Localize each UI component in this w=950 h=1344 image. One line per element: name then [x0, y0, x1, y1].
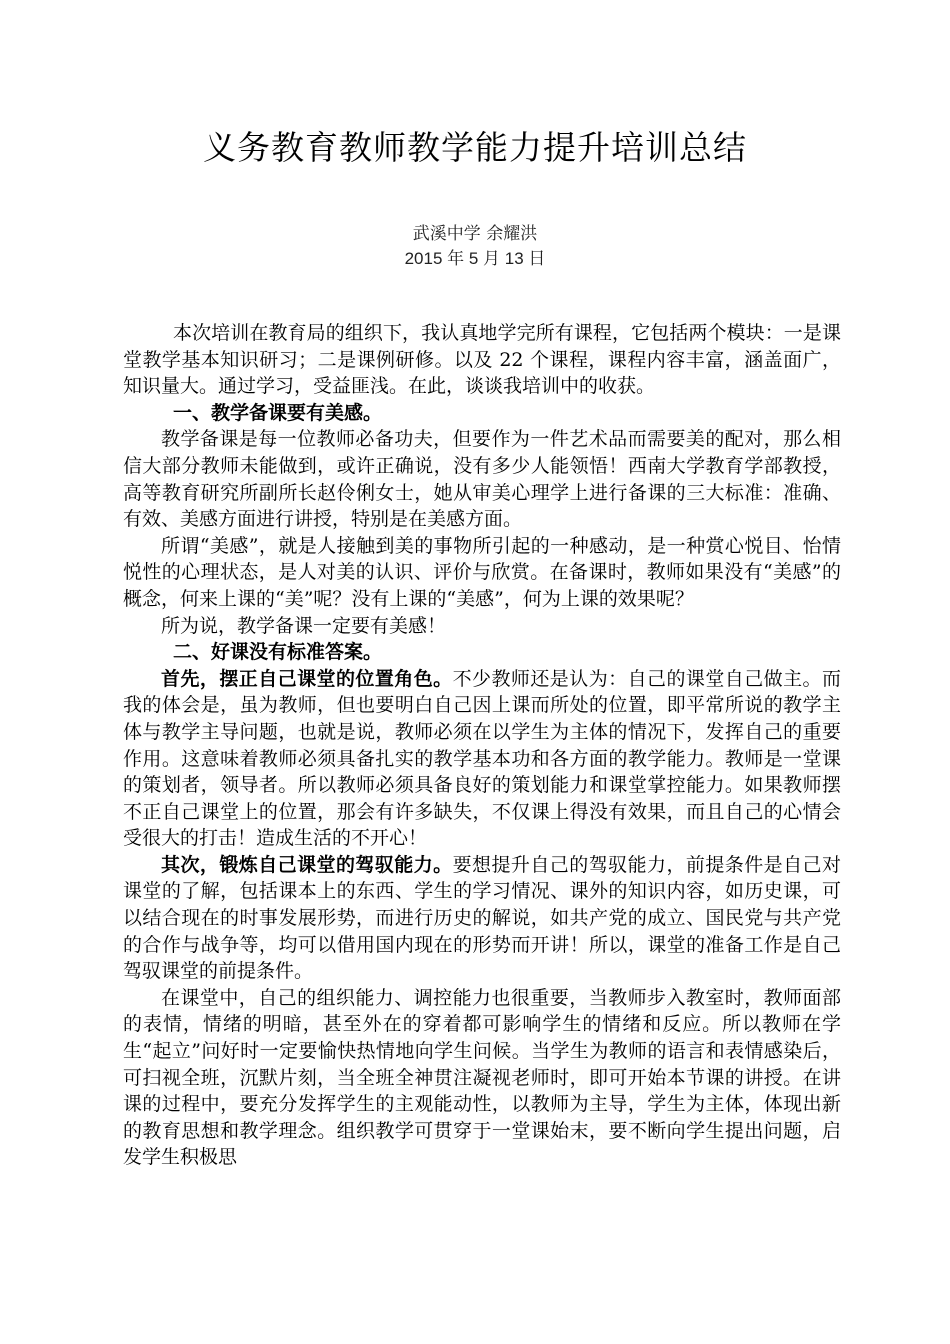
intro-paragraph: 本次培训在教育局的组织下，我认真地学完所有课程，它包括两个模块：一是课堂教学基本知识研习；二是课例研修。以及 22 个课程，课程内容丰富，涵盖面广，知识量大。通过学习，受益匪浅。在此，谈谈我培训中的收获。 [123, 322, 841, 398]
author-line: 武溪中学 余耀洪 [412, 224, 538, 244]
paragraph: 教学备课是每一位教师必备功夫，但要作为一件艺术品而需要美的配对，那么相信大部分教师未能做到，或许正确说，没有多少人能领悟！西南大学教育学部教授，高等教育研究所副所长赵伶俐女士，她从审美心理学上进行备课的三大标准：准确、有效、美感方面进行讲授，特别是在美感方面。 [123, 428, 841, 531]
document-title: 义务教育教师教学能力提升培训总结 [203, 128, 747, 167]
paragraph [123, 852, 841, 985]
paragraph-text: 不少教师还是认为：自己的课堂自己做主。而我的体会是，虽为教师，但也要明白自己因上课而所处的位置，即平常所说的教学主体与教学主导问题，也就是说，教师必须在以学生为主体的情况下，发挥自己的重要作用。这意味着教师必须具备扎实的教学基本功和各方面的教学能力。教师是一堂课的策划者，领导者。所以教师必须具备良好的策划能力和课堂掌控能力。如果教师摆不正自己课堂上的位置，那会有许多缺失，不仅课上得没有效果，而且自己的心情会受很大的打击！造成生活的不开心！ [123, 667, 841, 850]
section-heading-1: 一、教学备课要有美感。 [173, 401, 383, 424]
document-body [123, 320, 841, 1171]
paragraph: 所谓“美感”，就是人接触到美的事物所引起的一种感动，是一种赏心悦目、怡情悦性的心理状态，是人对美的认识、评价与欣赏。在备课时，教师如果没有“美感”的概念，何来上课的“美”呢？没有上课的“美感”，何为上课的效果呢？ [123, 534, 841, 610]
date-line: 2015 年 5 月 13 日 [404, 249, 546, 268]
paragraph [123, 666, 841, 852]
paragraph: 所为说，教学备课一定要有美感！ [161, 614, 447, 637]
paragraph-lead: 首先，摆正自己课堂的位置角色。 [161, 667, 453, 690]
paragraph: 在课堂中，自己的组织能力、调控能力也很重要，当教师步入教室时，教师面部的表情，情绪的明暗，甚至外在的穿着都可影响学生的情绪和反应。所以教师在学生“起立”问好时一定要愉快热情地向学生问候。当学生为教师的语言和表情感染后，可扫视全班，沉默片刻，当全班全神贯注凝视老师时，即可开始本节课的讲授。在讲课的过程中，要充分发挥学生的主观能动性，以教师为主导，学生为主体，体现出新的教育思想和教学理念。组织教学可贯穿于一堂课始末，要不断向学生提出问题，启发学生积极思 [123, 986, 841, 1169]
section-heading-2: 二、好课没有标准答案。 [173, 641, 383, 664]
paragraph-text: 要想提升自己的驾驭能力，前提条件是自己对课堂的了解，包括课本上的东西、学生的学习情况、课外的知识内容，如历史课，可以结合现在的时事发展形势，而进行历史的解说，如共产党的成立、国民党与共产党的合作与战争等，均可以借用国内现在的形势而开讲！所以，课堂的准备工作是自己驾驭课堂的前提条件。 [123, 853, 841, 983]
paragraph-lead: 其次，锻炼自己课堂的驾驭能力。 [161, 853, 453, 876]
